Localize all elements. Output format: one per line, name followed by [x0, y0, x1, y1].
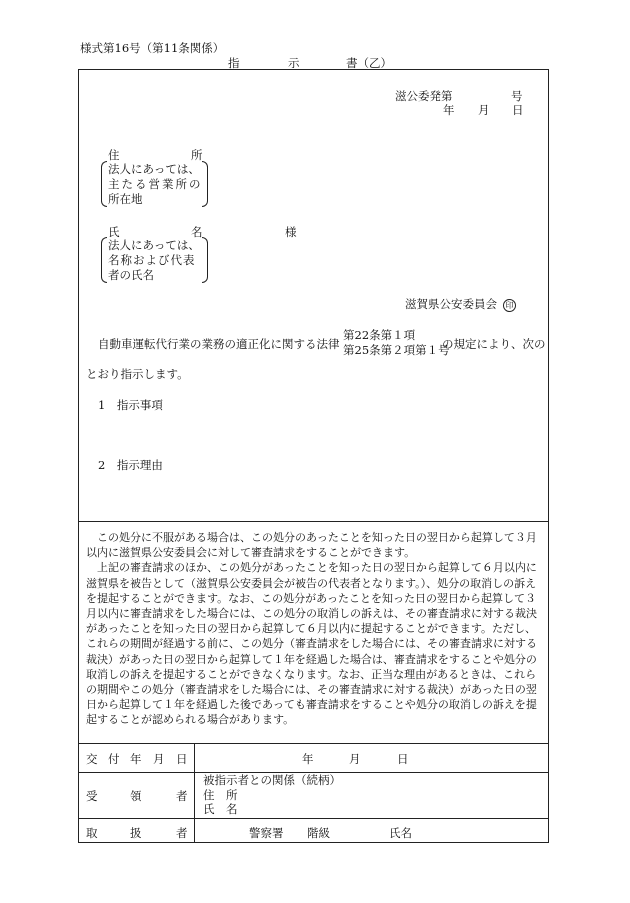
- date-day: 日: [512, 103, 524, 117]
- recipient-relation: 被指示者との関係（続柄）: [203, 773, 341, 787]
- recipient-details: [203, 773, 341, 817]
- handler-name: 氏名: [389, 826, 412, 840]
- article-2: 第25条第２項第１号: [343, 343, 450, 357]
- delivery-date-year: 年: [302, 752, 314, 766]
- row2-label-char-2: 領: [130, 789, 142, 803]
- appeal-notice: [86, 530, 546, 728]
- title-char-2: 示: [288, 56, 300, 70]
- table-top-line: [78, 743, 549, 744]
- body-tail: の規定により、次の: [442, 337, 546, 351]
- handler-police-station: 警察署: [249, 826, 284, 840]
- address-note-line-3: 所在地: [108, 192, 143, 206]
- name-bracket-left: [101, 237, 107, 283]
- notice-paragraph-2: 上記の審査請求のほか、この処分があったことを知った日の翌日から起算して６月以内に滋賀県を被告として（滋賀県公安委員会が被告の代表者となります。）、処分の取消しの訴えを提起することができます。なお、この処分があったことを知った日の翌日から起算して３月以内に審査請求をした場合には、この処分の取消しの訴えは、その審査請求に対する裁決があったことを知った日の翌日から起算して６月以内に提起することができます。ただし、これらの期間が経過する前に、この処分（審査請求をした場合には、その審査請求に対する裁決）があった日の翌日から起算して１年を経過した場合は、審査請求をすることや処分の取消しの訴えを提起することができなくなります。なお、正当な理由があるときは、これらの期間やこの処分（審査請求をした場合には、その審査請求に対する裁決）があった日の翌日から起算して１年を経過した後であっても審査請求をすることや処分の取消しの訴えを提起することが認められる場合があります。: [86, 561, 537, 727]
- address-bracket-left: [101, 161, 107, 207]
- name-note-line-2: 名称および代表: [108, 253, 196, 267]
- address-note: [108, 162, 203, 207]
- row3-label-char-2: 扱: [130, 826, 142, 840]
- handler-rank: 階級: [307, 826, 330, 840]
- document-number-suffix: 号: [511, 89, 523, 103]
- honorific: 様: [285, 225, 297, 239]
- date-year: 年: [443, 103, 455, 117]
- delivery-date-day: 日: [397, 752, 409, 766]
- name-note-line-3: 者の氏名: [108, 268, 154, 282]
- issuer: [405, 296, 516, 312]
- notice-paragraph-1: この処分に不服がある場合は、この処分のあったことを知った日の翌日から起算して３月以内に滋賀県公安委員会に対して審査請求をすることができます。: [86, 531, 537, 560]
- item-reason: 2 指示理由: [98, 458, 163, 472]
- document-number-prefix: 滋公委発第: [395, 89, 453, 103]
- delivery-date-month: 月: [349, 752, 361, 766]
- row2-label-char-3: 者: [176, 789, 188, 803]
- recipient-name: 氏 名: [203, 802, 238, 816]
- row1-label-char-5: 日: [176, 752, 188, 766]
- address-bracket-right: [202, 161, 208, 207]
- row1-label-char-2: 付: [108, 752, 120, 766]
- table-row-line-2: [78, 818, 549, 819]
- name-note-line-1: 法人にあっては、: [108, 238, 200, 252]
- address-note-line-1: 法人にあっては、: [108, 162, 200, 176]
- title-char-1: 指: [228, 56, 240, 70]
- body-lead: 自動車運転代行業の業務の適正化に関する法律: [98, 337, 340, 351]
- body-articles: [343, 328, 450, 358]
- row3-label-char-1: 取: [86, 826, 98, 840]
- title-char-3: 書（乙）: [346, 56, 392, 70]
- row2-label-char-1: 受: [86, 789, 98, 803]
- name-label-1: 氏: [108, 225, 120, 239]
- recipient-address: 住 所: [203, 787, 238, 802]
- name-note: [108, 238, 200, 283]
- row1-label-char-4: 月: [153, 752, 165, 766]
- row3-label-char-3: 者: [176, 826, 188, 840]
- address-label-2: 所: [191, 148, 203, 162]
- body-line-2: とおり指示します。: [86, 367, 189, 381]
- date-month: 月: [478, 103, 490, 117]
- issuer-name: 滋賀県公安委員会: [405, 297, 497, 311]
- notice-divider: [78, 521, 549, 522]
- address-note-line-2: 主たる営業所の: [108, 177, 203, 191]
- issuer-seal: 印: [503, 299, 516, 312]
- address-label-1: 住: [108, 148, 120, 162]
- name-label-2: 名: [191, 225, 203, 239]
- table-column-divider: [194, 743, 195, 843]
- item-instruction: 1 指示事項: [98, 398, 163, 412]
- article-1: 第22条第１項: [343, 328, 416, 342]
- row1-label-char-1: 交: [86, 752, 98, 766]
- row1-label-char-3: 年: [130, 752, 142, 766]
- name-bracket-right: [202, 237, 208, 283]
- form-number: 様式第16号（第11条関係）: [80, 41, 225, 55]
